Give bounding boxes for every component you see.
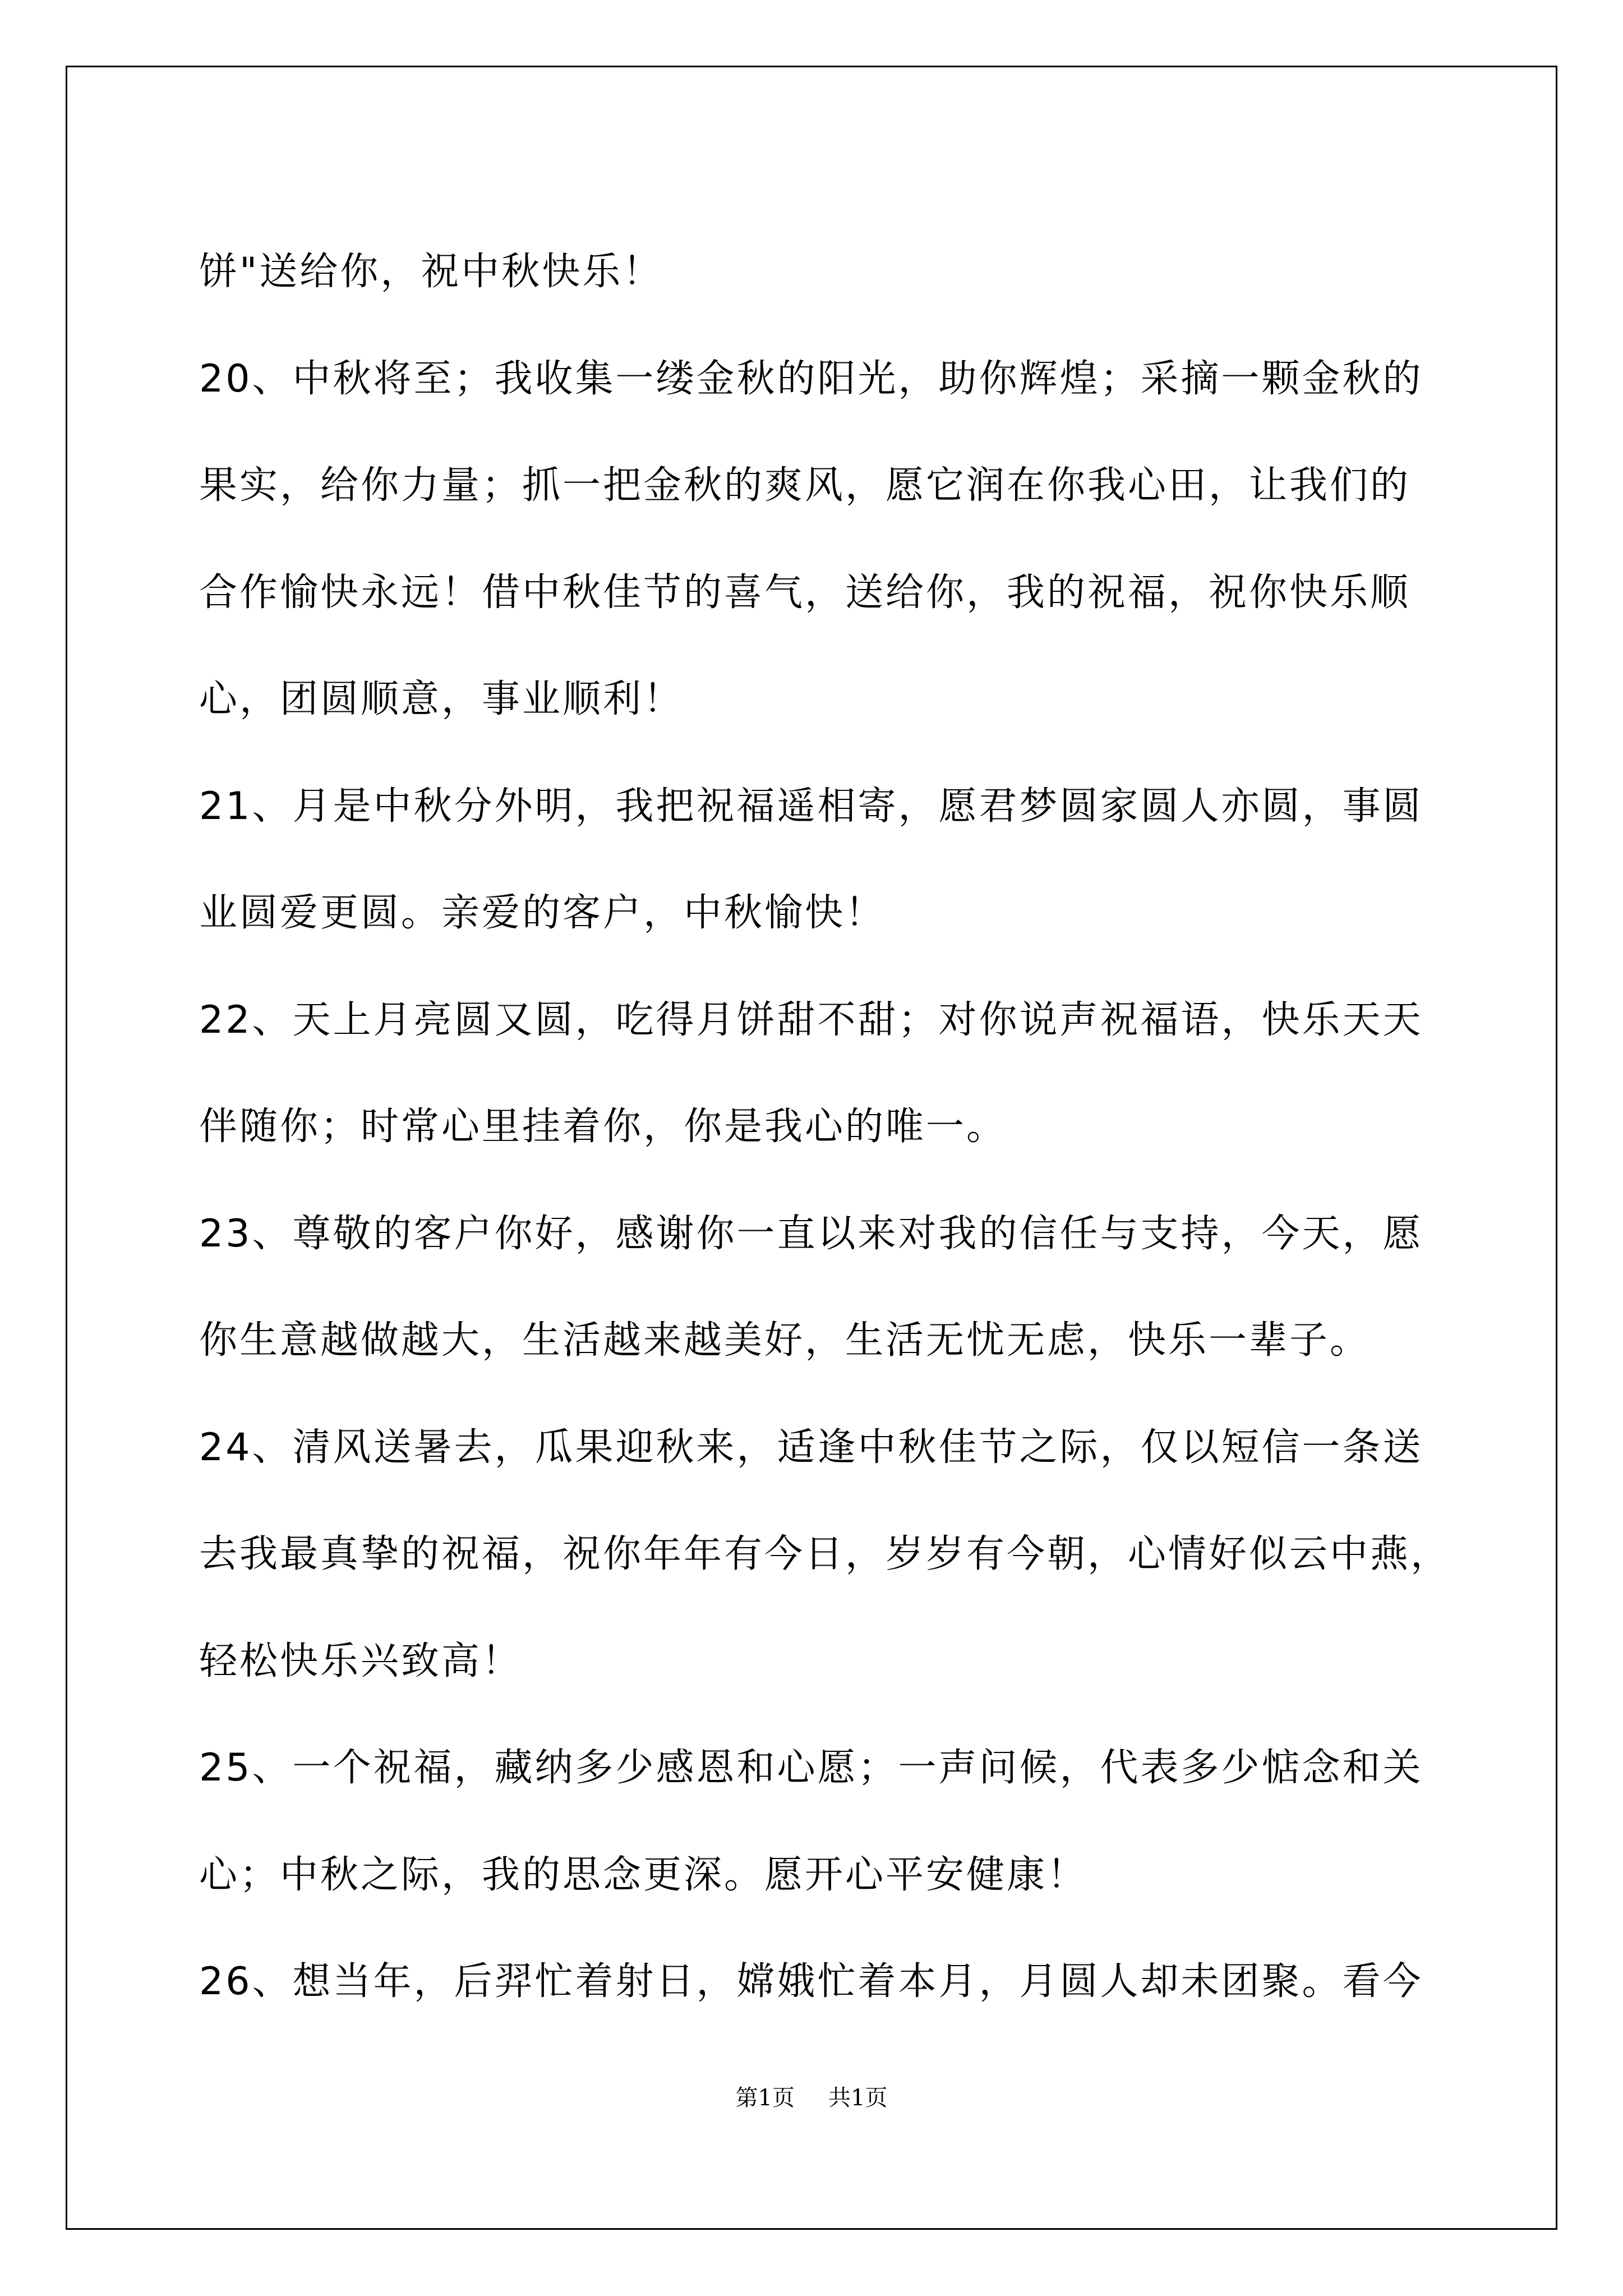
text-line: 伴随你；时常心里挂着你，你是我心的唯一。: [199, 1105, 1007, 1149]
text-line: 20、中秋将至；我收集一缕金秋的阳光，助你辉煌；采摘一颗金秋的: [199, 356, 1423, 401]
text-line: 你生意越做越大，生活越来越美好，生活无忧无虑，快乐一辈子。: [199, 1318, 1371, 1363]
page-footer: [0, 2080, 1623, 2112]
text-line: 心；中秋之际，我的思念更深。愿开心平安健康！: [199, 1852, 1088, 1897]
text-line: 22、天上月亮圆又圆，吃得月饼甜不甜；对你说声祝福语，快乐天天: [199, 997, 1423, 1042]
text-line: 24、清风送暑去，瓜果迎秋来，适逢中秋佳节之际，仅以短信一条送: [199, 1425, 1423, 1470]
text-line: 业圆爱更圆。亲爱的客户，中秋愉快！: [199, 891, 886, 935]
text-line: 合作愉快永远！借中秋佳节的喜气，送给你，我的祝福，祝你快乐顺: [199, 570, 1411, 615]
text-line: 26、想当年，后羿忙着射日，嫦娥忙着本月，月圆人却未团聚。看今: [199, 1959, 1423, 2004]
text-line: 饼"送给你，祝中秋快乐！: [199, 250, 663, 294]
text-line: 23、尊敬的客户你好，感谢你一直以来对我的信任与支持，今天，愿: [199, 1211, 1423, 1256]
text-line: 轻松快乐兴致高！: [199, 1639, 523, 1683]
text-line: 21、月是中秋分外明，我把祝福遥相寄，愿君梦圆家圆人亦圆，事圆: [199, 784, 1423, 829]
page-number: 第1页: [735, 2085, 795, 2111]
text-line: 去我最真挚的祝福，祝你年年有今日，岁岁有今朝，心情好似云中燕，: [199, 1532, 1451, 1576]
document-body: [199, 219, 1483, 2036]
page-total: 共1页: [828, 2085, 888, 2111]
text-line: 25、一个祝福，藏纳多少感恩和心愿；一声问候，代表多少惦念和关: [199, 1746, 1423, 1790]
text-line: 果实，给你力量；抓一把金秋的爽风，愿它润在你我心田，让我们的: [199, 463, 1411, 508]
text-line: 心，团圆顺意，事业顺利！: [199, 677, 684, 721]
